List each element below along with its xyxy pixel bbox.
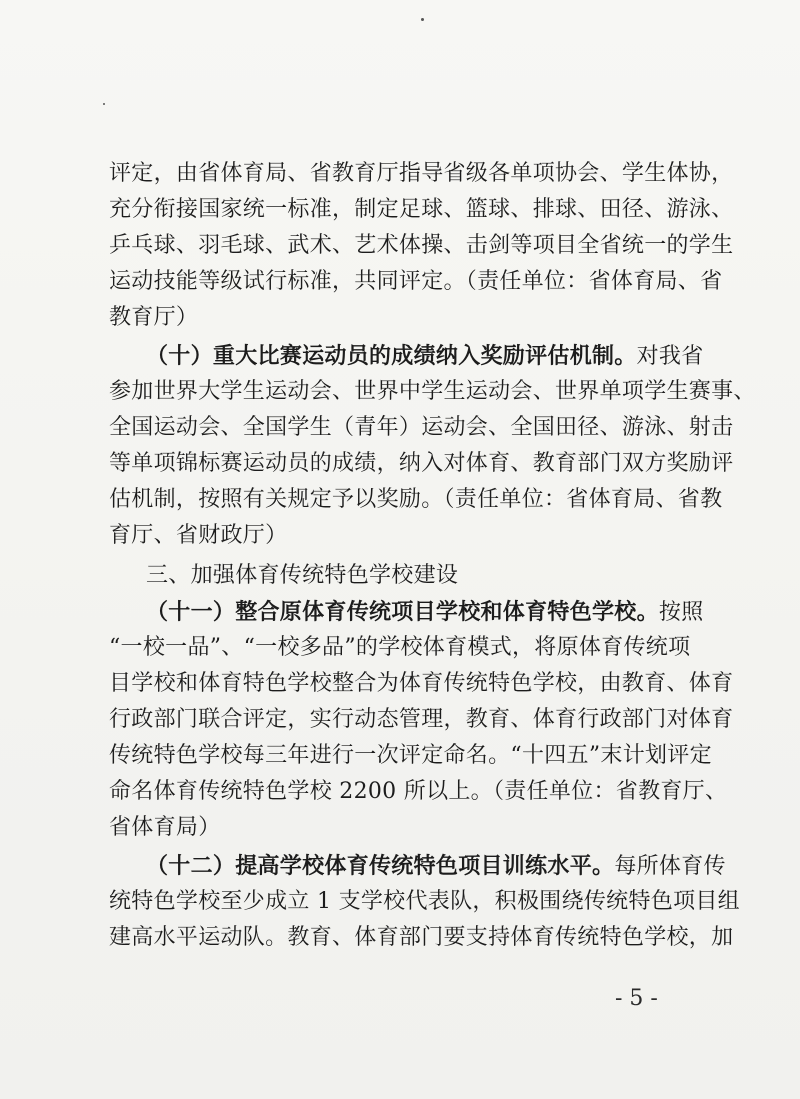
text-line: 目学校和体育特色学校整合为体育传统特色学校，由教育、体育 [109, 671, 734, 696]
subsection-heading: （十）重大比赛运动员的成绩纳入奖励评估机制。 [146, 343, 637, 369]
section-heading-line: （十）重大比赛运动员的成绩纳入奖励评估机制。对我省 [146, 343, 704, 369]
section-heading-line: （十二）提高学校体育传统特色项目训练水平。每所体育传 [146, 853, 726, 879]
text-line: 建高水平运动队。教育、体育部门要支持体育传统特色学校，加 [109, 925, 734, 950]
text-line: 运动技能等级试行标准，共同评定。（责任单位：省体育局、省 [109, 269, 723, 294]
text-line: 命名体育传统特色学校 2200 所以上。（责任单位：省教育厅、 [109, 779, 728, 804]
section-title: 三、加强体育传统特色学校建设 [146, 563, 459, 588]
text-line: 估机制，按照有关规定予以奖励。（责任单位：省体育局、省教 [109, 487, 723, 512]
text-line: 省体育局） [109, 815, 221, 840]
text-line: 育厅、省财政厅） [109, 523, 288, 548]
subsection-heading: （十二）提高学校体育传统特色项目训练水平。 [146, 853, 615, 879]
scan-speck [421, 18, 424, 21]
subsection-heading: （十一）整合原体育传统项目学校和体育特色学校。 [146, 599, 659, 625]
text-line: 参加世界大学生运动会、世界中学生运动会、世界单项学生赛事、 [109, 379, 756, 404]
text-line: 等单项锦标赛运动员的成绩，纳入对体育、教育部门双方奖励评 [109, 451, 734, 476]
text-line: 乒乓球、羽毛球、武术、艺术体操、击剑等项目全省统一的学生 [109, 233, 734, 258]
scan-speck [103, 103, 105, 105]
section-heading-line: （十一）整合原体育传统项目学校和体育特色学校。按照 [146, 599, 704, 625]
text-line: 传统特色学校每三年进行一次评定命名。“十四五”末计划评定 [109, 743, 712, 768]
text-line: 评定，由省体育局、省教育厅指导省级各单项协会、学生体协， [109, 161, 734, 186]
text-line: 教育厅） [109, 305, 199, 330]
text-line: 统特色学校至少成立 1 支学校代表队，积极围绕传统特色项目组 [109, 889, 740, 914]
text-line: “一校一品”、“一校多品”的学校体育模式，将原体育传统项 [109, 635, 691, 660]
text-line: 行政部门联合评定，实行动态管理，教育、体育行政部门对体育 [109, 707, 734, 732]
text-line: 全国运动会、全国学生（青年）运动会、全国田径、游泳、射击 [109, 415, 734, 440]
page-number: - 5 - [615, 986, 658, 1011]
text-line: 充分衔接国家统一标准，制定足球、篮球、排球、田径、游泳、 [109, 197, 734, 222]
